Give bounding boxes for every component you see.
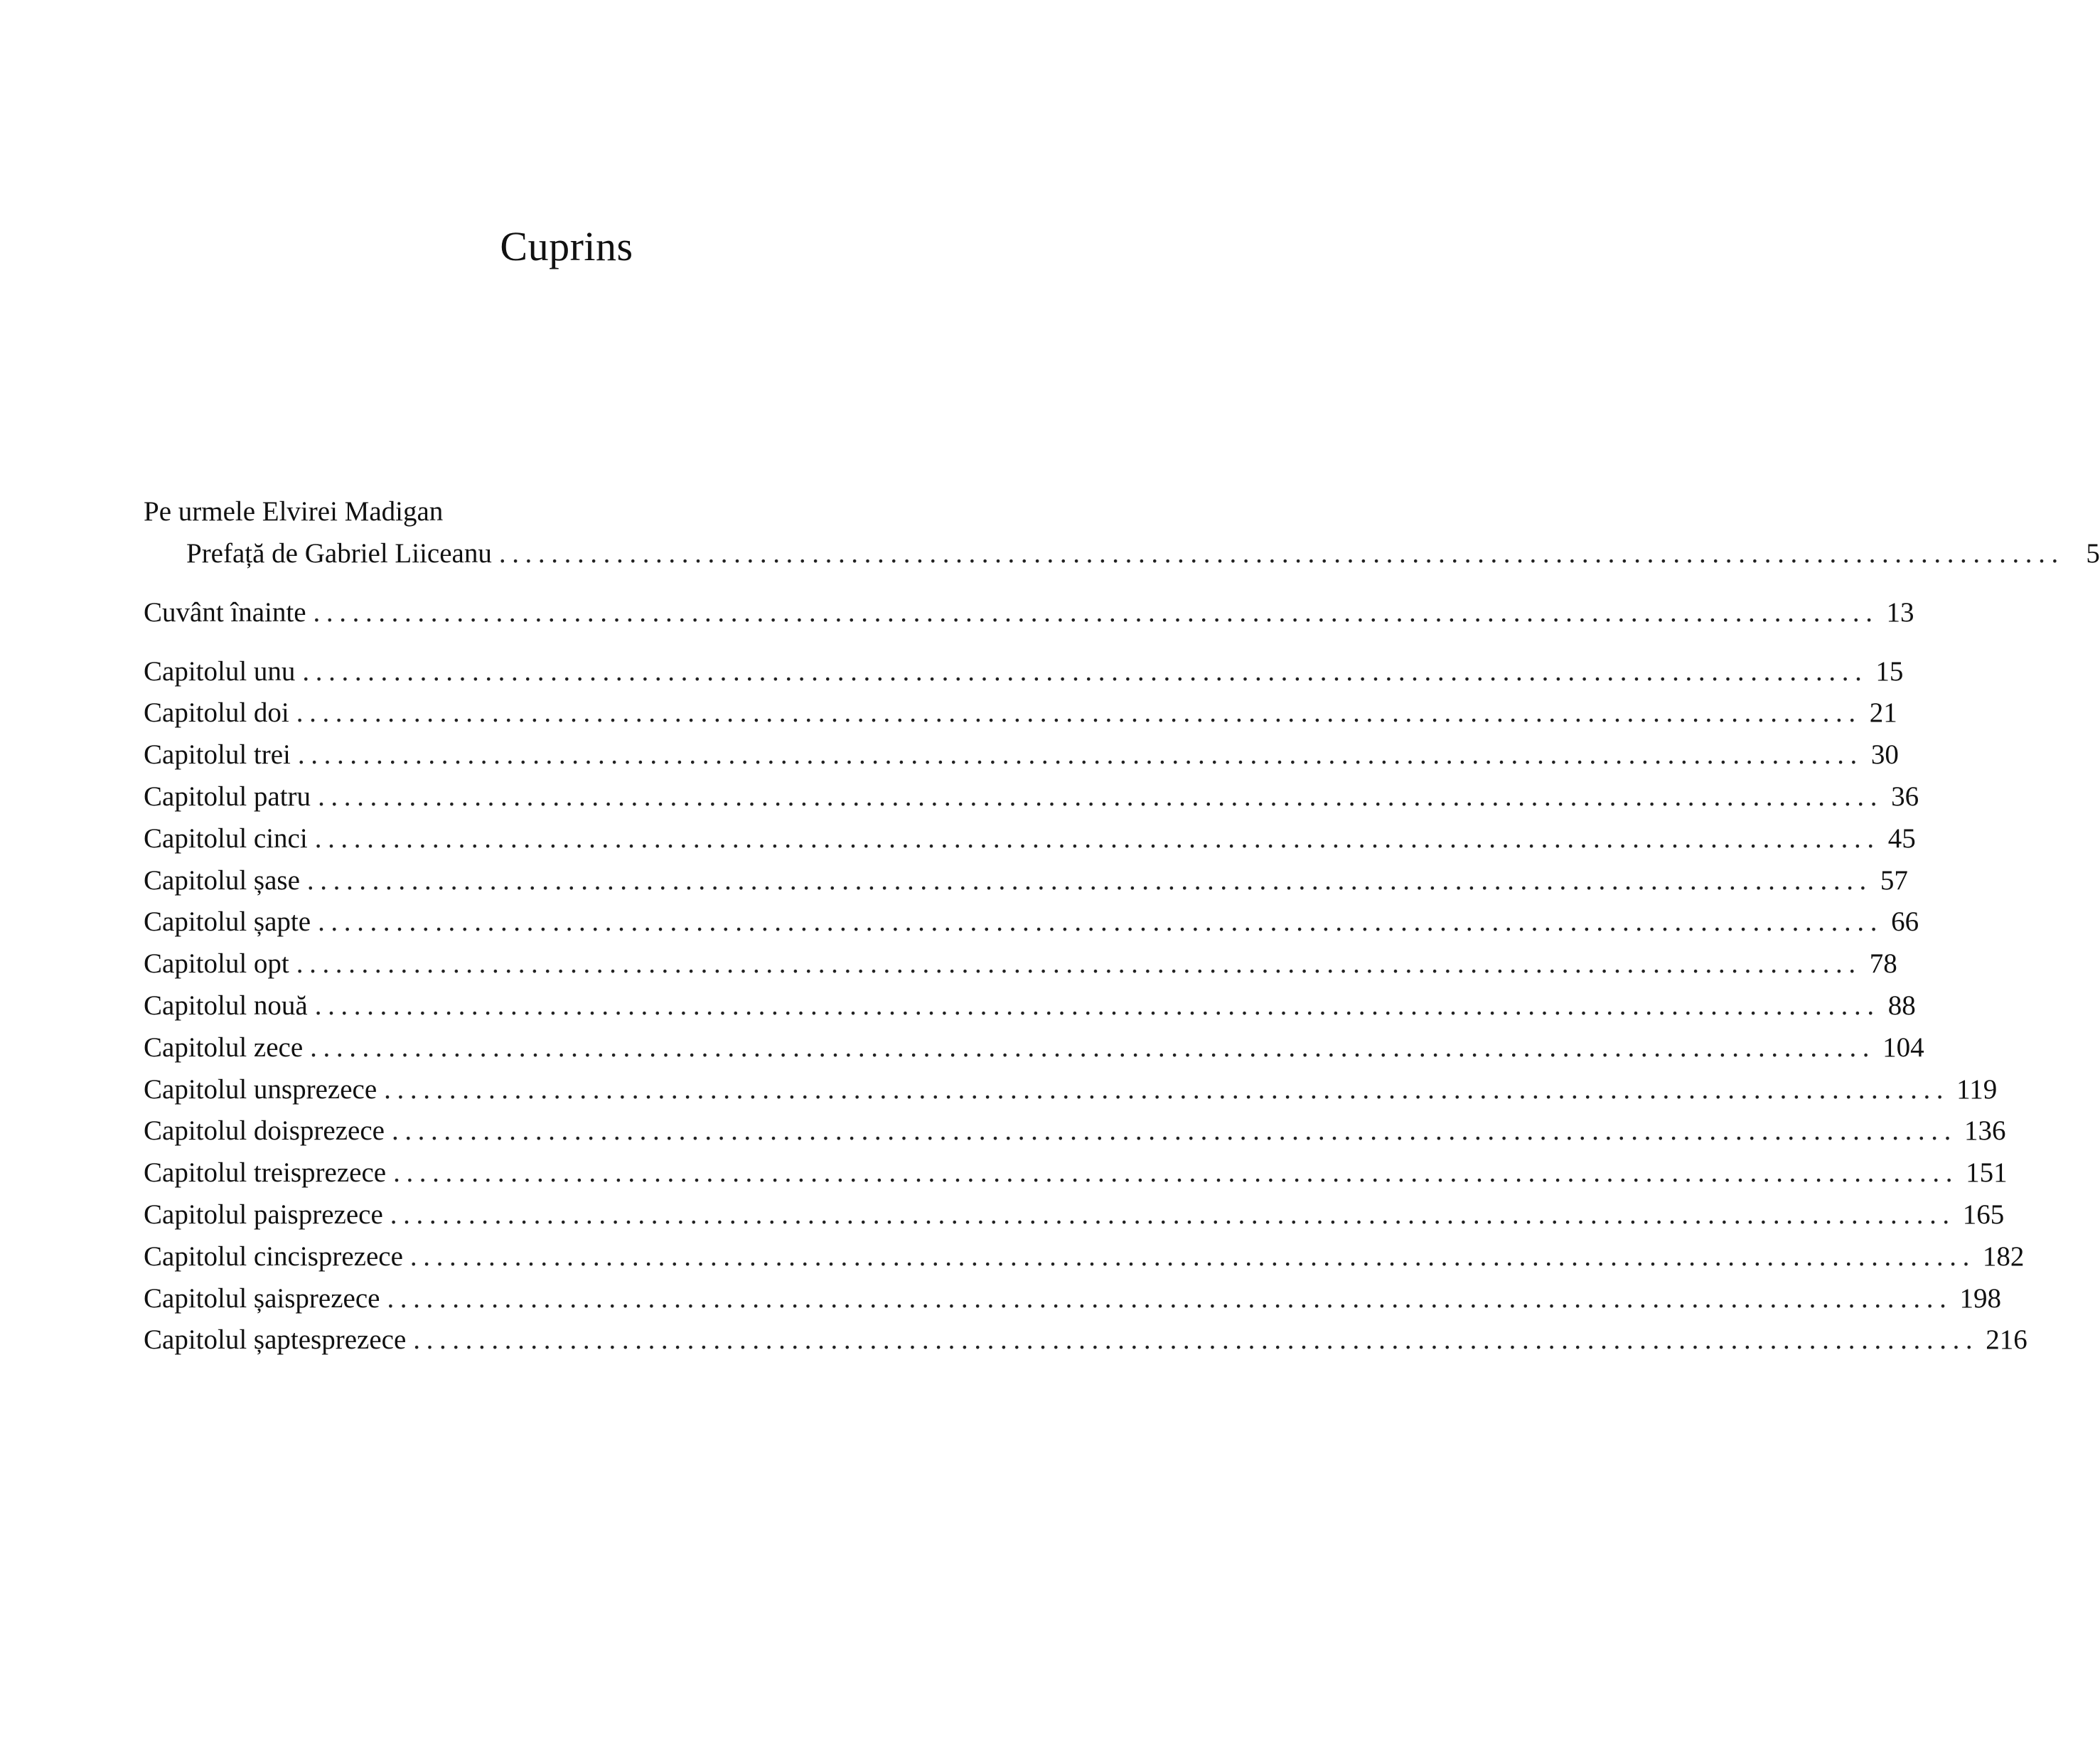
- toc-entry-page: 13: [1886, 596, 1914, 628]
- toc-entry-label: Cuvânt înainte: [144, 596, 306, 628]
- toc-entry-page: 165: [1962, 1199, 2005, 1230]
- toc-entry-chapter[interactable]: [144, 1110, 2006, 1152]
- toc-entry-page: 119: [1956, 1073, 1998, 1105]
- dot-leader: ........................................................................................................................: [318, 906, 1884, 938]
- toc-entry-chapter[interactable]: [144, 1236, 2025, 1278]
- toc-entry-page: 78: [1869, 948, 1897, 980]
- toc-entry-page: 57: [1880, 864, 1908, 896]
- chapter-list: [144, 651, 2027, 1362]
- toc-entry-chapter[interactable]: [144, 1194, 2005, 1236]
- preface-heading: Pe urmele Elvirei Madigan: [144, 496, 444, 527]
- dot-leader: ........................................................................................................................: [498, 538, 2064, 569]
- dot-leader: ........................................................................................................................: [409, 1240, 1976, 1272]
- toc-entry-chapter[interactable]: [144, 734, 1899, 776]
- dot-leader: ........................................................................................................................: [393, 1157, 1959, 1189]
- dot-leader: ........................................................................................................................: [310, 1031, 1876, 1063]
- toc-entry-chapter[interactable]: [144, 776, 1919, 818]
- dot-leader: ........................................................................................................................: [413, 1324, 1979, 1356]
- toc-entry-label: Capitolul unsprezece: [144, 1073, 377, 1105]
- toc-entry-chapter[interactable]: [144, 943, 1897, 985]
- toc-entry-foreword[interactable]: [144, 592, 1914, 634]
- toc-entry-page: 182: [1982, 1240, 2025, 1272]
- toc-entry-label: Capitolul patru: [144, 781, 311, 812]
- toc-entry-page: 151: [1966, 1157, 2008, 1189]
- toc-entry-page: 45: [1887, 822, 1916, 854]
- dot-leader: ........................................................................................................................: [384, 1073, 1950, 1105]
- toc-entry-page: 66: [1891, 906, 1919, 938]
- toc-entry-chapter[interactable]: [144, 1152, 2008, 1194]
- dot-leader: ........................................................................................................................: [387, 1282, 1953, 1314]
- toc-entry-chapter[interactable]: [144, 1278, 2001, 1320]
- toc-entry-label: Capitolul șase: [144, 864, 300, 896]
- toc-entry-page: 5: [2086, 538, 2100, 569]
- toc-entry-label: Capitolul treisprezece: [144, 1157, 387, 1189]
- dot-leader: ........................................................................................................................: [296, 697, 1862, 729]
- toc-entry-page: 15: [1875, 655, 1904, 687]
- toc-entry-page: 21: [1869, 697, 1897, 729]
- toc-entry-chapter[interactable]: [144, 901, 1919, 943]
- toc-entry-label: Capitolul șaisprezece: [144, 1282, 380, 1314]
- toc-entry-label: Capitolul unu: [144, 655, 296, 687]
- toc-entry-chapter[interactable]: [144, 651, 1904, 693]
- dot-leader: ........................................................................................................................: [391, 1115, 1957, 1147]
- toc-entry-page: 136: [1964, 1115, 2006, 1147]
- toc-entry-page: 198: [1959, 1282, 2001, 1314]
- toc-entry-page: 30: [1870, 739, 1899, 771]
- toc-entry-label: Capitolul cincisprezece: [144, 1240, 403, 1272]
- dot-leader: ........................................................................................................................: [313, 596, 1879, 628]
- dot-leader: ........................................................................................................................: [297, 739, 1863, 771]
- toc-entry-label: Prefață de Gabriel Liiceanu: [186, 538, 492, 569]
- dot-leader: ........................................................................................................................: [302, 655, 1868, 687]
- dot-leader: ........................................................................................................................: [318, 781, 1884, 812]
- dot-leader: ........................................................................................................................: [296, 948, 1862, 980]
- toc-entry-label: Capitolul cinci: [144, 822, 308, 854]
- toc-entry-page: 36: [1891, 781, 1919, 812]
- toc-entry-page: 104: [1882, 1031, 1924, 1063]
- dot-leader: ........................................................................................................................: [314, 990, 1880, 1021]
- dot-leader: ........................................................................................................................: [314, 822, 1880, 854]
- toc-entry-label: Capitolul doi: [144, 697, 289, 729]
- toc-entry-label: Capitolul șaptesprezece: [144, 1324, 407, 1356]
- toc-entry-chapter[interactable]: [144, 1319, 2027, 1361]
- toc-entry-chapter[interactable]: [144, 818, 1916, 860]
- toc-entry-preface[interactable]: [144, 533, 2100, 575]
- dot-leader: ........................................................................................................................: [306, 864, 1873, 896]
- toc-entry-label: Capitolul nouă: [144, 990, 308, 1021]
- toc-entry-chapter[interactable]: [144, 1069, 1998, 1111]
- toc-entry-chapter[interactable]: [144, 1027, 1924, 1069]
- dot-leader: ........................................................................................................................: [390, 1199, 1956, 1230]
- toc-entry-page: 216: [1986, 1324, 2027, 1356]
- toc-entry-label: Capitolul zece: [144, 1031, 304, 1063]
- toc-entry-chapter[interactable]: [144, 860, 1908, 902]
- toc-entry-label: Capitolul opt: [144, 948, 289, 980]
- toc-entry-chapter[interactable]: [144, 692, 1897, 734]
- toc-entry-label: Capitolul șapte: [144, 906, 311, 938]
- page-title: Cuprins: [500, 223, 633, 269]
- toc-entry-chapter[interactable]: [144, 985, 1916, 1027]
- table-of-contents: [144, 491, 2100, 1361]
- toc-entry-label: Capitolul doisprezece: [144, 1115, 385, 1147]
- toc-entry-label: Capitolul paisprezece: [144, 1199, 383, 1230]
- toc-entry-page: 88: [1887, 990, 1916, 1021]
- toc-entry-label: Capitolul trei: [144, 739, 291, 771]
